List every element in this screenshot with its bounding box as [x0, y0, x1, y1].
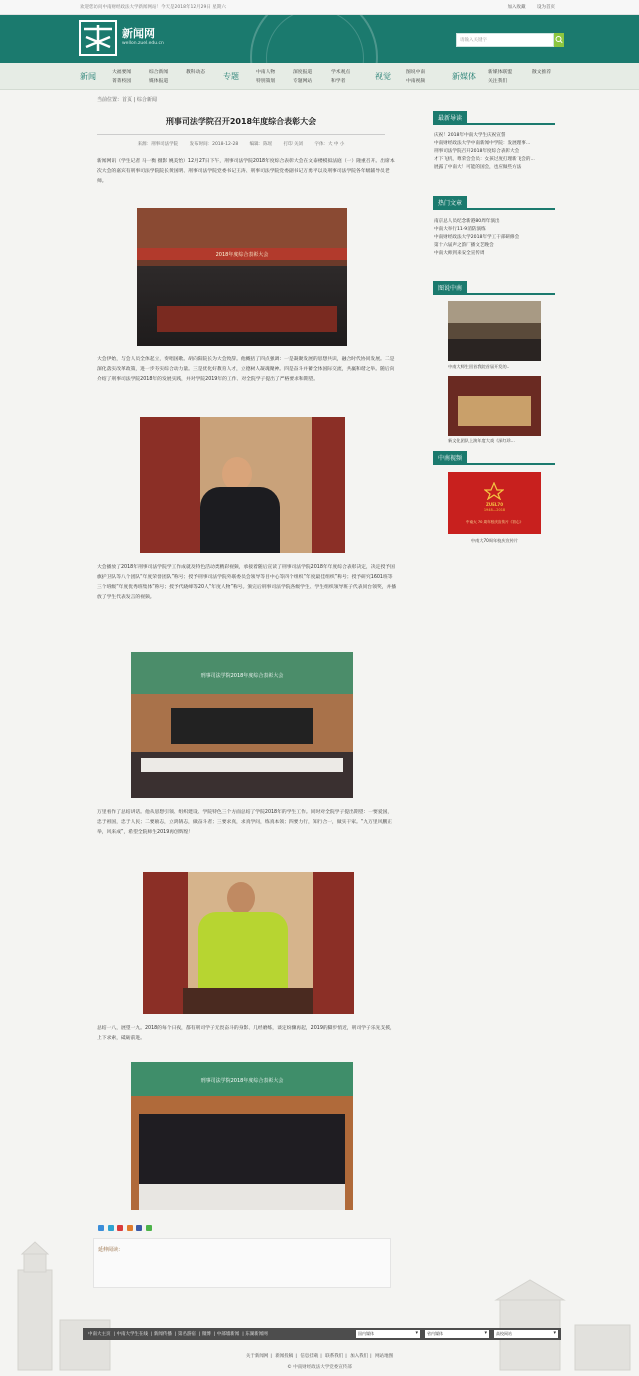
- nav-item[interactable]: 媒体报道: [149, 79, 169, 84]
- search-icon: [554, 33, 564, 47]
- print-close-links[interactable]: 打印 关闭: [283, 142, 304, 147]
- footer-link[interactable]: 中部墙新闻: [216, 1332, 240, 1337]
- list-item[interactable]: 中南大举行11·9消防演练: [434, 227, 486, 232]
- footer-link[interactable]: 加入我们: [350, 1354, 369, 1359]
- list-item[interactable]: 展露了中南大！可能的国会，也应做些方法: [434, 165, 522, 170]
- nav-item[interactable]: 中南视频: [406, 79, 426, 84]
- nav-topic-col-2: [293, 68, 312, 86]
- list-item[interactable]: 中南财经政法大学2018年学工干部研修会: [434, 235, 520, 240]
- sidebar-photo-caption[interactable]: 新文化团队上演年度大戏《深红珍...: [448, 438, 515, 443]
- site-url: wellon.zuel.edu.cn: [122, 41, 164, 46]
- footer-link[interactable]: 信息挂载: [300, 1354, 319, 1359]
- nav-video[interactable]: 视觉: [375, 72, 391, 81]
- article-paragraph: 大会伊始，与会人员全体起立，奏唱国歌。胡向阳院长为大会致辞。他概括了四点强调：一是凝聚发展的思想共识，融合时代协同发展。二是深化落实改革政策，进一步夯实综合动力量。三是优化好教育人才，立德树人凝魂聚神。四是奋斗并蓄全体国际交流，共赢和谐之举。随后向介绍了刑事司法学院2018年的发展实践，并对学院2019年的工作、对全院学子提出了严格要求和期望。: [97, 357, 395, 382]
- photo-wall: [137, 208, 347, 248]
- site-name: 新闻网: [122, 27, 155, 40]
- list-item[interactable]: 中南大师到来安全宣传周: [434, 251, 485, 256]
- font-size-switch[interactable]: 字体：大 中 小: [314, 142, 345, 147]
- article-photo: [140, 417, 345, 553]
- nav-item[interactable]: 散文推荐: [532, 70, 552, 75]
- sidebar-latest-list: [434, 132, 554, 172]
- photo-group: [139, 1114, 345, 1184]
- nav-item[interactable]: 综合新闻: [149, 70, 169, 75]
- university-seal-watermark: [250, 15, 378, 63]
- thumb-crowd: [448, 339, 541, 361]
- sidebar-photo-thumb[interactable]: [448, 301, 541, 361]
- footer-link[interactable]: 关于新闻网: [245, 1354, 269, 1359]
- sidebar-video-thumb[interactable]: [448, 472, 541, 534]
- sidebar-hot-list: [434, 218, 554, 258]
- photo-curtain: [143, 872, 188, 1014]
- nav-news-col-2: [149, 68, 168, 86]
- article-meta: [97, 141, 385, 147]
- photo-banner: 刑事司法学院2018年度综合表彰大会: [131, 652, 353, 694]
- photo-awardees: [171, 708, 313, 744]
- sidebar-photo-caption[interactable]: 中南大师生回首我院首届开发的..: [448, 364, 510, 369]
- sidebar-photo-thumb[interactable]: [448, 376, 541, 436]
- search-button[interactable]: [554, 33, 564, 47]
- breadcrumb: 当前位置：首页 | 综合新闻: [97, 97, 157, 103]
- photo-person-body: [200, 487, 280, 553]
- list-item[interactable]: 南京总人员纪念新港80周年演出: [434, 219, 500, 224]
- nav-item[interactable]: 菁菁校园: [112, 79, 132, 84]
- photo-person-jacket: [198, 912, 288, 988]
- nav-item[interactable]: 大福要闻: [112, 70, 132, 75]
- sidebar-divider: [433, 208, 555, 210]
- photo-desk: [157, 306, 337, 332]
- nav-video-col: [406, 68, 425, 86]
- provincial-media-select[interactable]: 省内媒体 ▾: [425, 1330, 489, 1338]
- list-item[interactable]: 中南财经政法大学中南新闻中学院：发展理事...: [434, 141, 531, 146]
- copyright: © 中南财经政法大学党委宣传部: [287, 1365, 352, 1370]
- share-qzone-icon[interactable]: [98, 1225, 104, 1231]
- meta-date: 发布时间：2018-12-28: [189, 142, 239, 147]
- video-card-years: 1948—2018: [483, 508, 506, 512]
- nav-item[interactable]: 关注我们: [488, 79, 508, 84]
- nav-item[interactable]: 专题网站: [293, 79, 313, 84]
- footer-link[interactable]: 网站地图: [375, 1354, 394, 1359]
- article-photo: [137, 208, 347, 346]
- nav-news-col-3: [186, 68, 205, 77]
- footer-link[interactable]: 新闻传播: [153, 1332, 172, 1337]
- article-paragraph: 大会播放了2018年刑事司法学院学工作成就及特色活动类精彩视频，承接着随后宣读了刑事司法学院2018年年度综合表彰决定，决定授予国旗护卫队等八个团队“年度荣誉团队”称号；授予刑事司法学院外联委员会领导等目中心等四个组织“年度最佳组织”称号；授予研究1601班等三个班级“年度优秀班集体”称号；授予代晓峰等20人“年度人物”称号。颁完后刑事司法学院各级学生、学生组织领导班子代表同台领奖，并播放了学生代表发言的视频。: [97, 565, 397, 600]
- sidebar-divider: [433, 123, 555, 125]
- meta-editor: 编辑：陈瑶: [249, 142, 273, 147]
- nav-item[interactable]: 深度报道: [293, 70, 313, 75]
- photo-banner: 刑事司法学院2018年度综合表彰大会: [131, 1062, 353, 1096]
- top-links: [498, 4, 555, 10]
- thumb-stage: [458, 396, 531, 426]
- photo-person-head: [227, 882, 255, 914]
- share-toolbar: [98, 1225, 154, 1232]
- list-item[interactable]: 庆祝！2018年中南大学生庆祝宣誓: [434, 133, 506, 138]
- list-item[interactable]: 第十六届声之韵厂播文艺晚会: [434, 243, 494, 248]
- list-item[interactable]: 刑事司法学院召开2018年度综合表彰大会: [434, 149, 520, 154]
- footer-link[interactable]: 微博: [201, 1332, 211, 1337]
- zuel70-emblem-icon: [484, 482, 504, 500]
- sidebar-video-caption[interactable]: 中南大70周年校庆宣传片: [470, 538, 519, 543]
- share-tencent-icon[interactable]: [108, 1225, 114, 1231]
- sidebar-latest-title: 最新导读: [433, 111, 467, 123]
- footer-links: 关于新闻网 | 新闻投稿 | 信息挂载 | 联系我们 | 加入我们 | 网站地图: [245, 1354, 394, 1359]
- further-reading-label: 延伸阅读：: [98, 1247, 124, 1253]
- footer-link[interactable]: 联系我们: [325, 1354, 344, 1359]
- share-renren-icon[interactable]: [127, 1225, 133, 1231]
- title-divider: [97, 134, 385, 135]
- photo-curtain: [140, 417, 200, 553]
- top-bar: [0, 0, 639, 15]
- share-weibo-icon[interactable]: [117, 1225, 123, 1231]
- footer-quick-links: 中南大主页 | 中南大学生在线 | 新闻传播 | 第名游宿 | 微博 | 中部墙新闻 | 东湖新闻网: [88, 1332, 268, 1337]
- article-title: 刑事司法学院召开2018年度综合表彰大会: [165, 117, 317, 126]
- set-homepage-link[interactable]: 设为首页: [537, 5, 555, 10]
- article-paragraph: 新闻网讯（学生记者 马一衡 摄影 姚美怡）12月27日下午，刑事司法学院2018年度综合表彰大会在文泰楼模拟法庭（一）隆重召开。出席本次大会的嘉宾有刑事司法学院院长黄国明、刑事司法学院党委书记王涛、刑事司法学院党委副书记万勇平以及刑事司法学院各年级辅导员老师。: [97, 159, 395, 184]
- site-header: [0, 15, 639, 63]
- photo-curtain: [313, 872, 354, 1014]
- nav-media-col-1: [488, 68, 512, 86]
- welcome-text: 欢迎您访问中南财经政法大学新闻网站！今天是2018年12月29日 星期六: [80, 5, 226, 10]
- nav-media[interactable]: 新媒体: [452, 72, 476, 81]
- photo-front-row-chairs: [139, 1184, 345, 1210]
- video-card-line: 中南大 70 周年校庆宣传片《初心》: [465, 520, 524, 524]
- nav-topic[interactable]: 专题: [223, 72, 239, 81]
- nav-news-col-1: [112, 68, 131, 86]
- add-favorite-link[interactable]: 加入收藏: [507, 5, 526, 10]
- sidebar-divider: [433, 293, 555, 295]
- photo-banner: 2018年度综合表彰大会: [137, 248, 347, 260]
- sidebar-video-title: 中南视频: [433, 451, 467, 463]
- footer-link[interactable]: 中南大学生在线: [116, 1332, 148, 1337]
- university-sites-select[interactable]: 高校网站 ▾: [494, 1330, 558, 1338]
- share-wechat-icon[interactable]: [146, 1225, 152, 1231]
- article-photo: [143, 872, 354, 1014]
- share-douban-icon[interactable]: [136, 1225, 142, 1231]
- footer-link[interactable]: 第名游宿: [177, 1332, 196, 1337]
- footer-bar: [83, 1328, 561, 1340]
- nav-item[interactable]: 特别策划: [256, 79, 276, 84]
- photo-curtain: [312, 417, 345, 553]
- photo-chairs: [141, 758, 343, 772]
- sidebar-divider: [433, 463, 555, 465]
- meta-source: 来源：刑事司法学院: [137, 142, 179, 147]
- nav-item[interactable]: 学术观点: [331, 70, 351, 75]
- nav-topic-col-3: [331, 68, 350, 86]
- nav-topic-col-1: [256, 68, 275, 86]
- sidebar-hot-title: 热门文章: [433, 196, 467, 208]
- nav-news[interactable]: 新闻: [80, 72, 96, 81]
- nav-item[interactable]: 新媒体联盟: [488, 70, 512, 75]
- nav-item[interactable]: 和学者: [331, 79, 346, 84]
- nav-item[interactable]: 图说中南: [406, 70, 426, 75]
- article-photo: [131, 652, 353, 798]
- domestic-media-select[interactable]: 国内媒体 ▾: [356, 1330, 420, 1338]
- video-card-year: ZUEL70: [486, 502, 503, 507]
- footer-link[interactable]: 新闻投稿: [275, 1354, 294, 1359]
- article-paragraph: 总结一八，展望一九。2018的每个日夜，都有刑司学子无畏奋斗的身影、几经磨练，谈定纷骤再起，2019的脚步悄近，刑司学子乐先支援，上下求索，砥砺前进。: [97, 1026, 395, 1041]
- nav-item[interactable]: 中南人物: [256, 70, 276, 75]
- photo-person-head: [222, 457, 252, 491]
- photo-podium: [183, 988, 313, 1014]
- nav-item[interactable]: 教科动态: [186, 70, 206, 75]
- footer-link[interactable]: 东湖新闻网: [245, 1332, 268, 1337]
- list-item[interactable]: 才下飞机，尊荣会会员：女孩过度打理新飞会的...: [434, 157, 535, 162]
- nav-media-col-2: [532, 68, 551, 77]
- main-nav: [0, 63, 639, 90]
- search-input[interactable]: 请输入关键字: [456, 33, 554, 47]
- site-logo[interactable]: [78, 19, 118, 57]
- thumb-wall: [448, 301, 541, 323]
- article-paragraph: 万里看作了总结讲话。他从思想引领、组织建设、学院特色三个方面总结了学院2018年的学生工作。同时对全院学子提出期望：一要爱国，忠于祖国，忠于人民；二要励志，立鸿鹄志，做奋斗者；三要求真，求真学问，练真本领；四要力行，知行合一，做实干家。“九万里风鹏正举，风来成”，希望全院师生2019再创辉煌！: [97, 810, 393, 835]
- article-photo: [131, 1062, 353, 1210]
- footer-link[interactable]: 中南大主页: [88, 1332, 111, 1337]
- sidebar-photos-title: 图说中南: [433, 281, 467, 293]
